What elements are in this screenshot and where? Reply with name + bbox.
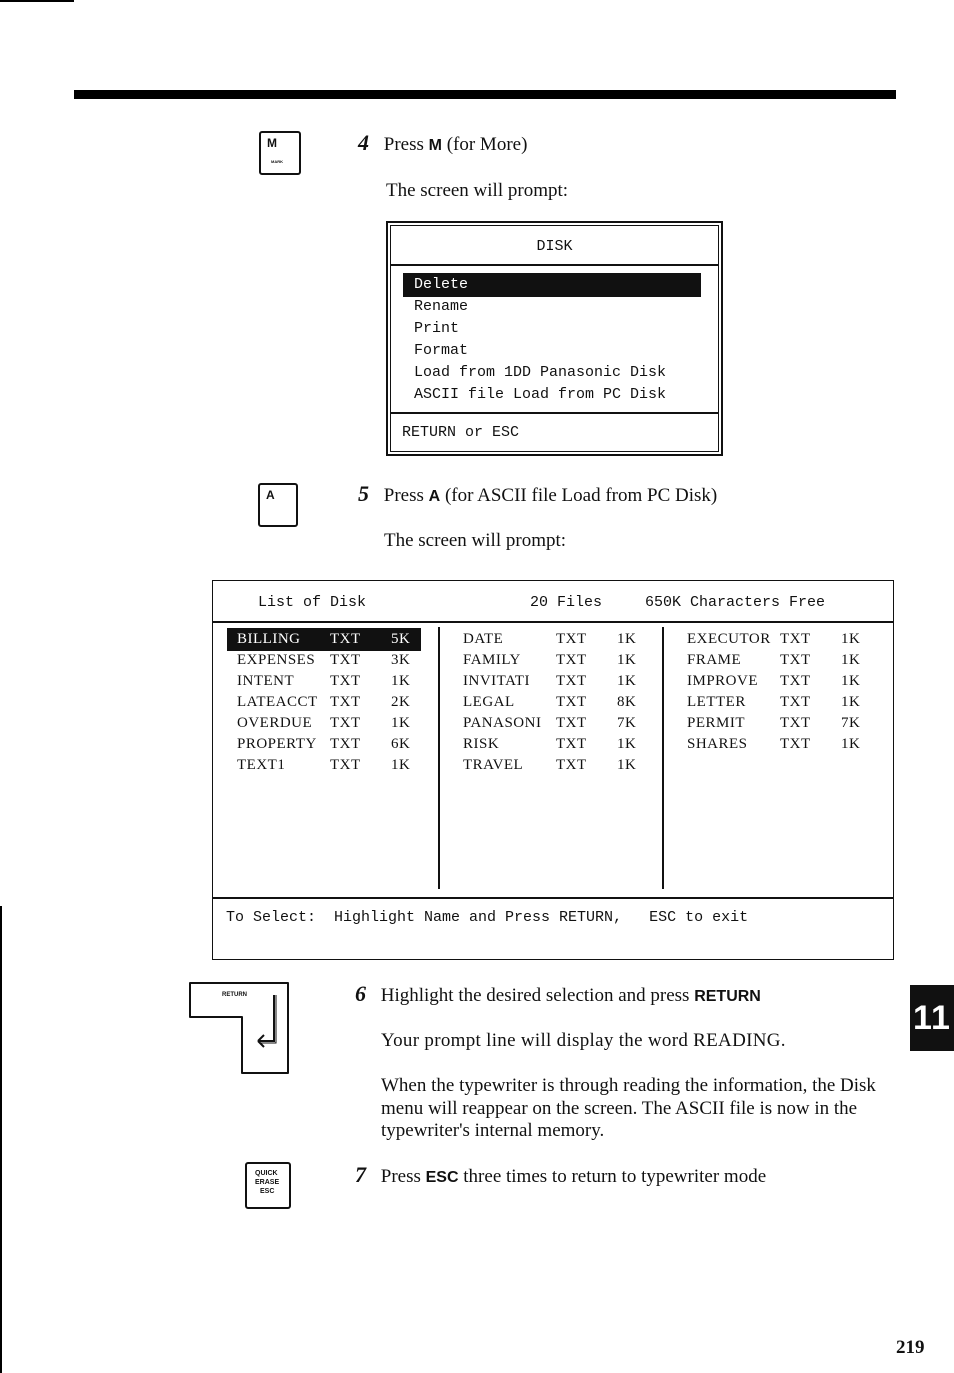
file-type: TXT — [556, 757, 587, 773]
esc-key-line: ESC — [260, 1188, 275, 1195]
file-name: INTENT — [237, 673, 295, 689]
file-size: 7K — [617, 715, 637, 731]
file-type: TXT — [556, 715, 587, 731]
file-name: SHARES — [687, 736, 748, 752]
step-text: Press — [383, 134, 429, 155]
esc-key-line: ERASE — [255, 1179, 280, 1186]
file-type: TXT — [556, 736, 587, 752]
file-item[interactable] — [237, 715, 427, 735]
file-size: 8K — [617, 694, 637, 710]
file-item[interactable] — [687, 694, 877, 714]
m-key-label: M — [267, 136, 277, 150]
file-type: TXT — [780, 694, 811, 710]
file-list-screen — [212, 580, 894, 960]
file-type: TXT — [330, 652, 361, 668]
file-name: TRAVEL — [463, 757, 524, 773]
m-key-sublabel: MARK — [271, 159, 283, 164]
file-size: 1K — [617, 757, 637, 773]
file-item[interactable] — [463, 694, 653, 714]
file-item[interactable] — [463, 715, 653, 735]
file-item[interactable] — [463, 673, 653, 693]
file-item[interactable] — [237, 631, 427, 651]
file-size: 1K — [841, 736, 861, 752]
step-6-subtext: Your prompt line will display the word READING. — [381, 1030, 786, 1051]
file-size: 1K — [617, 673, 637, 689]
file-size: 1K — [617, 631, 637, 647]
file-name: BILLING — [237, 631, 301, 647]
step-text: Press — [383, 485, 429, 506]
disk-menu-footer: RETURN or ESC — [402, 424, 520, 441]
file-name: LETTER — [687, 694, 746, 710]
file-size: 1K — [391, 757, 411, 773]
step-4-subtext: The screen will prompt: — [386, 180, 569, 201]
file-type: TXT — [330, 715, 361, 731]
page-number: 219 — [896, 1337, 925, 1358]
file-item[interactable] — [463, 757, 653, 777]
file-name: IMPROVE — [687, 673, 759, 689]
file-item[interactable] — [687, 736, 877, 756]
disk-menu-item-print[interactable]: Print — [414, 320, 460, 337]
header-rule — [74, 90, 896, 99]
file-size: 1K — [391, 673, 411, 689]
file-item[interactable] — [687, 673, 877, 693]
esc-key-icon — [245, 1162, 291, 1209]
step-text: (for ASCII file Load from PC Disk) — [440, 485, 718, 506]
file-name: FRAME — [687, 652, 742, 668]
step-text: three times to return to typewriter mode — [458, 1166, 767, 1187]
file-name: EXECUTOR — [687, 631, 771, 647]
file-count: 20 Files — [530, 594, 603, 611]
file-name: TEXT1 — [237, 757, 286, 773]
key-name: ESC — [425, 1169, 459, 1186]
file-item[interactable] — [463, 631, 653, 651]
file-item[interactable] — [687, 652, 877, 672]
file-item[interactable] — [237, 673, 427, 693]
file-name: LATEACCT — [237, 694, 318, 710]
file-item[interactable] — [463, 652, 653, 672]
key-name: M — [428, 137, 442, 154]
chapter-tab: 11 — [910, 985, 954, 1051]
step-text: (for More) — [441, 134, 528, 155]
file-size: 7K — [841, 715, 861, 731]
file-type: TXT — [556, 652, 587, 668]
file-name: RISK — [463, 736, 500, 752]
file-size: 1K — [841, 652, 861, 668]
free-space: 650K Characters Free — [645, 594, 826, 611]
key-name: RETURN — [694, 988, 761, 1005]
file-type: TXT — [780, 715, 811, 731]
file-type: TXT — [330, 757, 361, 773]
step-number: 5 — [358, 481, 369, 506]
return-key-label: RETURN — [222, 992, 247, 998]
file-item[interactable] — [687, 631, 877, 651]
file-name: INVITATI — [463, 673, 530, 689]
file-type: TXT — [556, 631, 587, 647]
file-type: TXT — [556, 673, 587, 689]
step-text: Press — [380, 1166, 426, 1187]
file-size: 1K — [617, 736, 637, 752]
esc-key-line: QUICK — [255, 1170, 278, 1177]
disk-menu-item-load-panasonic[interactable]: Load from 1DD Panasonic Disk — [414, 364, 667, 381]
step-5-subtext: The screen will prompt: — [384, 530, 567, 551]
file-name: DATE — [463, 631, 504, 647]
file-name: EXPENSES — [237, 652, 316, 668]
return-key-icon — [186, 981, 292, 1077]
file-type: TXT — [330, 673, 361, 689]
a-key-icon — [258, 483, 298, 527]
disk-menu-title: DISK — [536, 238, 573, 255]
file-item[interactable] — [237, 757, 427, 777]
file-name: PANASONI — [463, 715, 542, 731]
file-item[interactable] — [237, 652, 427, 672]
file-size: 1K — [841, 631, 861, 647]
file-item[interactable] — [237, 736, 427, 756]
file-item[interactable] — [687, 715, 877, 735]
file-size: 1K — [841, 694, 861, 710]
file-name: OVERDUE — [237, 715, 313, 731]
file-list-title: List of Disk — [258, 594, 367, 611]
file-type: TXT — [780, 736, 811, 752]
file-item[interactable] — [463, 736, 653, 756]
step-number: 7 — [355, 1162, 366, 1187]
file-name: LEGAL — [463, 694, 515, 710]
m-key-icon — [259, 131, 301, 175]
step-5 — [358, 482, 717, 508]
file-type: TXT — [330, 631, 361, 647]
file-name: FAMILY — [463, 652, 521, 668]
file-list-footer: To Select: Highlight Name and Press RETURN, ESC to exit — [226, 909, 749, 926]
top-left-line — [0, 0, 74, 2]
step-6 — [355, 982, 761, 1008]
file-size: 3K — [391, 652, 411, 668]
file-type: TXT — [780, 652, 811, 668]
disk-menu-screen — [386, 221, 723, 456]
step-4 — [358, 131, 527, 157]
column-divider — [662, 627, 664, 889]
disk-menu-item-ascii-load[interactable]: ASCII file Load from PC Disk — [414, 386, 667, 403]
file-type: TXT — [780, 631, 811, 647]
file-size: 5K — [391, 631, 411, 647]
file-size: 6K — [391, 736, 411, 752]
file-name: PERMIT — [687, 715, 746, 731]
file-size: 2K — [391, 694, 411, 710]
disk-menu-item-format[interactable]: Format — [414, 342, 469, 359]
left-edge-line — [0, 906, 2, 1373]
step-number: 6 — [355, 981, 366, 1006]
step-6-paragraph: When the typewriter is through reading the information, the Disk menu will reappear on the screen. The ASCII file is now in the typewriter's internal memory. — [381, 1075, 876, 1141]
column-divider — [438, 627, 440, 889]
step-number: 4 — [358, 130, 369, 155]
key-name: A — [428, 488, 441, 505]
file-type: TXT — [780, 673, 811, 689]
step-7 — [355, 1163, 766, 1189]
file-name: PROPERTY — [237, 736, 317, 752]
file-item[interactable] — [237, 694, 427, 714]
file-size: 1K — [841, 673, 861, 689]
file-type: TXT — [330, 736, 361, 752]
file-size: 1K — [391, 715, 411, 731]
file-size: 1K — [617, 652, 637, 668]
a-key-label: A — [266, 488, 275, 502]
step-text: Highlight the desired selection and press — [380, 985, 695, 1006]
disk-menu-item-rename[interactable]: Rename — [414, 298, 469, 315]
file-type: TXT — [330, 694, 361, 710]
disk-menu-item-delete[interactable]: Delete — [403, 273, 701, 297]
file-type: TXT — [556, 694, 587, 710]
